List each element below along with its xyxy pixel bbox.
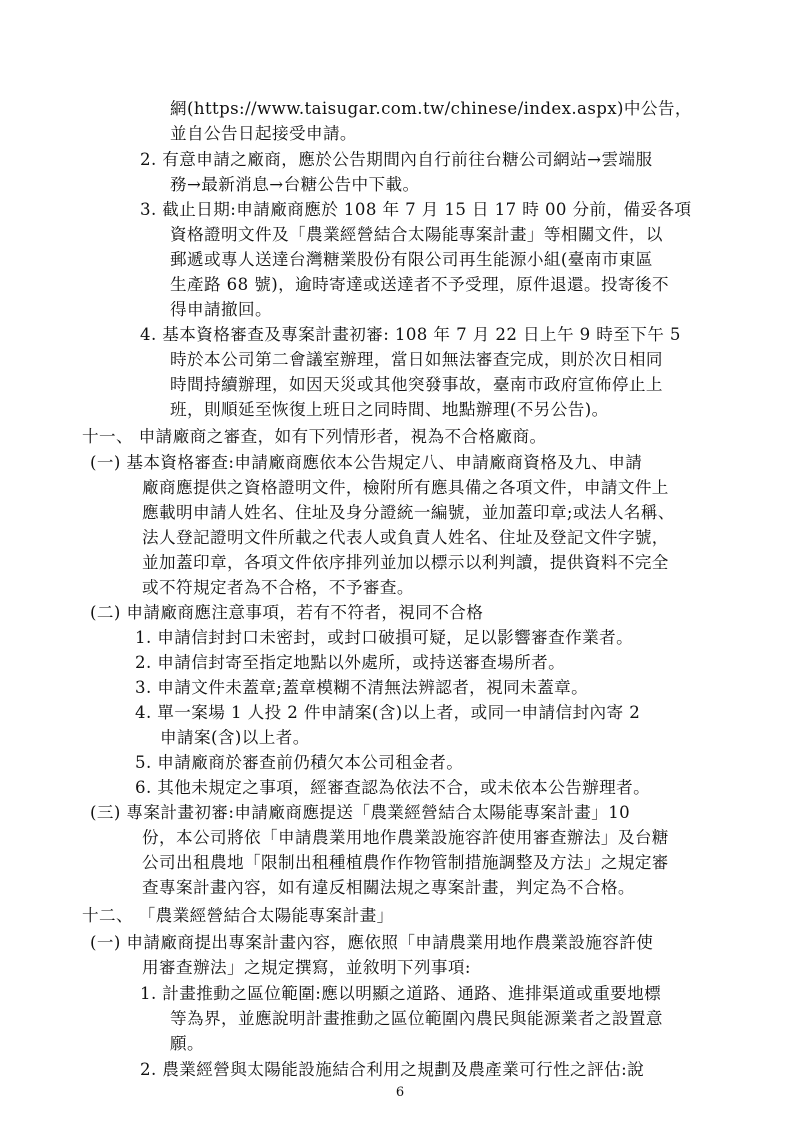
text-line-24: 3. 申請文件未蓋章;蓋章模糊不清無法辨認者，視同未蓋章。 (135, 678, 589, 697)
text-line-1: 網(https://www.taisugar.com.tw/chinese/index.aspx)中公告， (170, 99, 692, 118)
text-line-23: 2. 申請信封寄至指定地點以外處所，或持送審查場所者。 (135, 653, 566, 672)
text-line-30: 份，本公司將依「申請農業用地作農業設施容許使用審查辦法」及台糖 (142, 828, 669, 847)
text-line-39: 2. 農業經營與太陽能設施結合利用之規劃及農產業可行性之評估:說 (140, 1060, 645, 1079)
text-line-9: 得申請撤回。 (170, 300, 272, 319)
text-line-28: 6. 其他未規定之事項，經審查認為依法不合，或未依本公告辦理者。 (135, 778, 651, 797)
text-line-15: (一) 基本資格審查:申請廠商應依本公告規定八、申請廠商資格及九、申請 (90, 453, 643, 472)
text-line-21: (二) 申請廠商應注意事項，若有不符者，視同不合格 (90, 603, 484, 622)
text-line-12: 時間持續辦理，如因天災或其他突發事故，臺南市政府宣佈停止上 (170, 375, 663, 394)
text-line-2: 並自公告日起接受申請。 (170, 124, 357, 143)
text-line-18: 法人登記證明文件所載之代表人或負責人姓名、住址及登記文件字號， (142, 528, 669, 547)
text-line-36: 1. 計畫推動之區位範圍:應以明顯之道路、通路、進排渠道或重要地標 (140, 984, 662, 1003)
page-number: 6 (395, 1085, 405, 1100)
text-line-35: 用審查辦法」之規定撰寫，並敘明下列事項: (142, 958, 471, 977)
text-line-4: 務→最新消息→台糖公告中下載。 (170, 175, 420, 194)
text-line-20: 或不符規定者為不合格，不予審查。 (142, 578, 414, 597)
text-line-34: (一) 申請廠商提出專案計畫內容，應依照「申請農業用地作農業設施容許使 (90, 933, 654, 952)
text-line-3: 2. 有意申請之廠商，應於公告期間內自行前往台糖公司網站→雲端服 (140, 150, 653, 169)
text-line-10: 4. 基本資格審查及專案計畫初審: 108 年 7 月 22 日上午 9 時至下午 5 (140, 325, 681, 344)
text-line-8: 生產路 68 號)，逾時寄達或送達者不予受理，原件退還。投寄後不 (170, 275, 669, 294)
text-line-13: 班，則順延至恢復上班日之同時間、地點辦理(不另公告)。 (170, 400, 609, 419)
section-heading-12: 十二、 「農業經營結合太陽能專案計畫」 (82, 906, 394, 925)
text-line-19: 並加蓋印章，各項文件依序排列並加以標示以利判讀，提供資料不完全 (142, 553, 669, 572)
text-line-11: 時於本公司第二會議室辦理，當日如無法審查完成，則於次日相同 (170, 350, 663, 369)
section-heading-11: 十一、 申請廠商之審查，如有下列情形者，視為不合格廠商。 (82, 427, 547, 446)
text-line-37: 等為界，並應說明計畫推動之區位範圍內農民與能源業者之設置意 (170, 1009, 663, 1028)
text-line-25: 4. 單一案場 1 人投 2 件申請案(含)以上者，或同一申請信封內寄 2 (135, 703, 641, 722)
text-line-16: 廠商應提供之資格證明文件，檢附所有應具備之各項文件，申請文件上 (142, 478, 669, 497)
text-line-31: 公司出租農地「限制出租種植農作作物管制措施調整及方法」之規定審 (142, 853, 669, 872)
text-line-38: 願。 (170, 1034, 204, 1053)
text-line-5: 3. 截止日期:申請廠商應於 108 年 7 月 15 日 17 時 00 分前，備妥各項 (140, 200, 692, 219)
text-line-29: (三) 專案計畫初審:申請廠商應提送「農業經營結合太陽能專案計畫」10 (90, 803, 631, 822)
text-line-26: 申請案(含)以上者。 (160, 728, 310, 747)
text-line-32: 查專案計畫內容，如有違反相關法規之專案計畫，判定為不合格。 (142, 878, 635, 897)
text-line-22: 1. 申請信封封口未密封，或封口破損可疑，足以影響審查作業者。 (135, 628, 634, 647)
text-line-7: 郵遞或專人送達台灣糖業股份有限公司再生能源小組(臺南市東區 (170, 250, 653, 269)
text-line-6: 資格證明文件及「農業經營結合太陽能專案計畫」等相關文件，以 (170, 225, 663, 244)
text-line-27: 5. 申請廠商於審查前仍積欠本公司租金者。 (135, 753, 464, 772)
text-line-17: 應載明申請人姓名、住址及身分證統一編號，並加蓋印章;或法人名稱、 (142, 503, 675, 522)
